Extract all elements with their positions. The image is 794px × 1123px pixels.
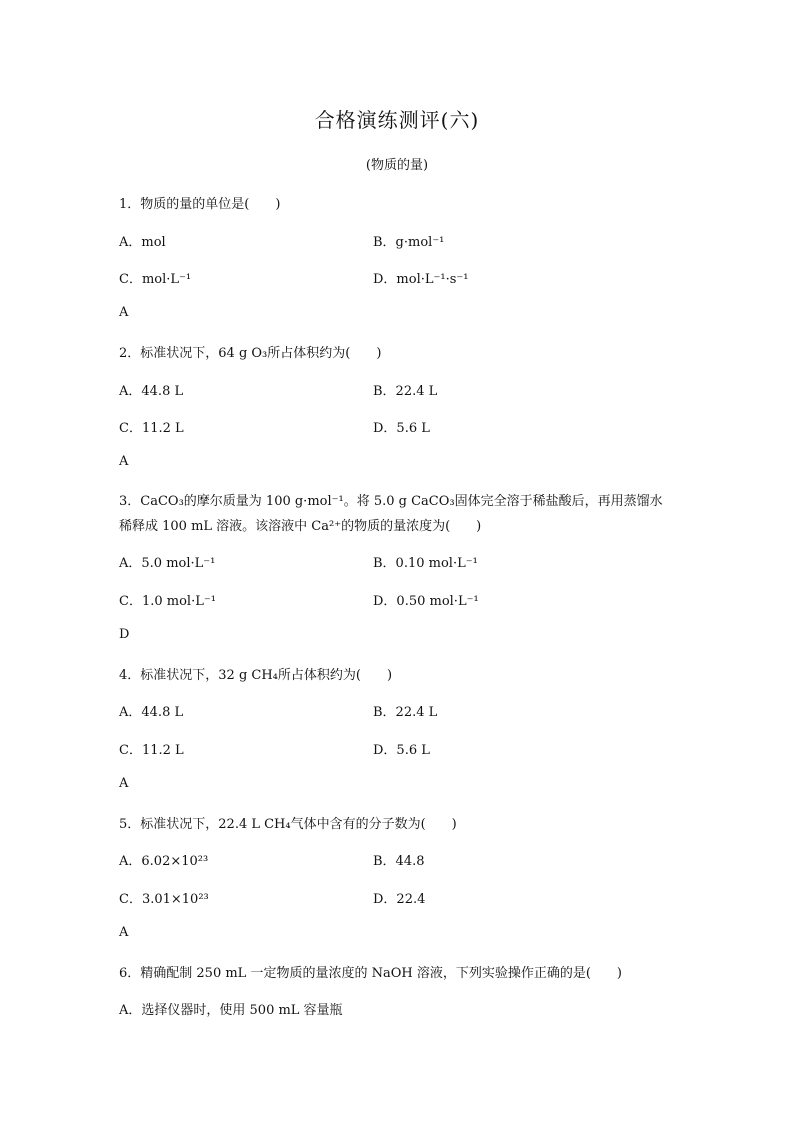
question-1-option-d: D．mol·L⁻¹·s⁻¹ [373,272,469,287]
question-3-option-a: A．5.0 mol·L⁻¹ [119,556,216,571]
question-2-answer: A [119,454,129,469]
question-1-option-a: A．mol [119,235,166,250]
question-5-stem: 5．标准状况下，22.4 L CH₄气体中含有的分子数为( ) [119,817,457,832]
question-4-option-a: A．44.8 L [119,705,184,720]
question-4-option-c: C．11.2 L [119,743,184,758]
page-title: 合格演练测评(六) [314,108,480,132]
question-2-option-b: B．22.4 L [373,384,438,399]
question-5-option-b: B．44.8 [373,854,425,869]
question-4-option-b: B．22.4 L [373,705,438,720]
question-4-answer: A [119,776,129,791]
question-1-option-b: B．g·mol⁻¹ [373,235,445,250]
question-5-answer: A [119,925,129,940]
question-3-stem-line-1: 3．CaCO₃的摩尔质量为 100 g·mol⁻¹。将 5.0 g CaCO₃固体完全溶于稀盐酸后，再用蒸馏水 [119,494,663,509]
question-3-stem-line-2: 稀释成 100 mL 溶液。该溶液中 Ca²⁺的物质的量浓度为( ) [119,519,482,534]
question-1-answer: A [119,305,129,320]
question-2-option-c: C．11.2 L [119,421,184,436]
question-2-stem: 2．标准状况下，64 g O₃所占体积约为( ) [119,346,382,361]
question-4-option-d: D．5.6 L [373,743,430,758]
question-2-option-a: A．44.8 L [119,384,184,399]
question-5-option-d: D．22.4 [373,892,426,907]
question-1-stem: 1．物质的量的单位是( ) [119,197,281,212]
question-5-option-c: C．3.01×10²³ [119,892,209,907]
question-5-option-a: A．6.02×10²³ [119,854,209,869]
question-1-option-c: C．mol·L⁻¹ [119,272,192,287]
page-subtitle: (物质的量) [365,158,429,173]
question-3-answer: D [119,627,130,642]
question-6-stem: 6．精确配制 250 mL 一定物质的量浓度的 NaOH 溶液，下列实验操作正确的是( ) [119,966,622,981]
question-2-option-d: D．5.6 L [373,421,430,436]
question-3-option-c: C．1.0 mol·L⁻¹ [119,594,216,609]
question-3-option-b: B．0.10 mol·L⁻¹ [373,556,478,571]
question-6-option-a: A．选择仪器时，使用 500 mL 容量瓶 [119,1003,343,1018]
question-4-stem: 4．标准状况下，32 g CH₄所占体积约为( ) [119,668,393,683]
question-3-option-d: D．0.50 mol·L⁻¹ [373,594,479,609]
